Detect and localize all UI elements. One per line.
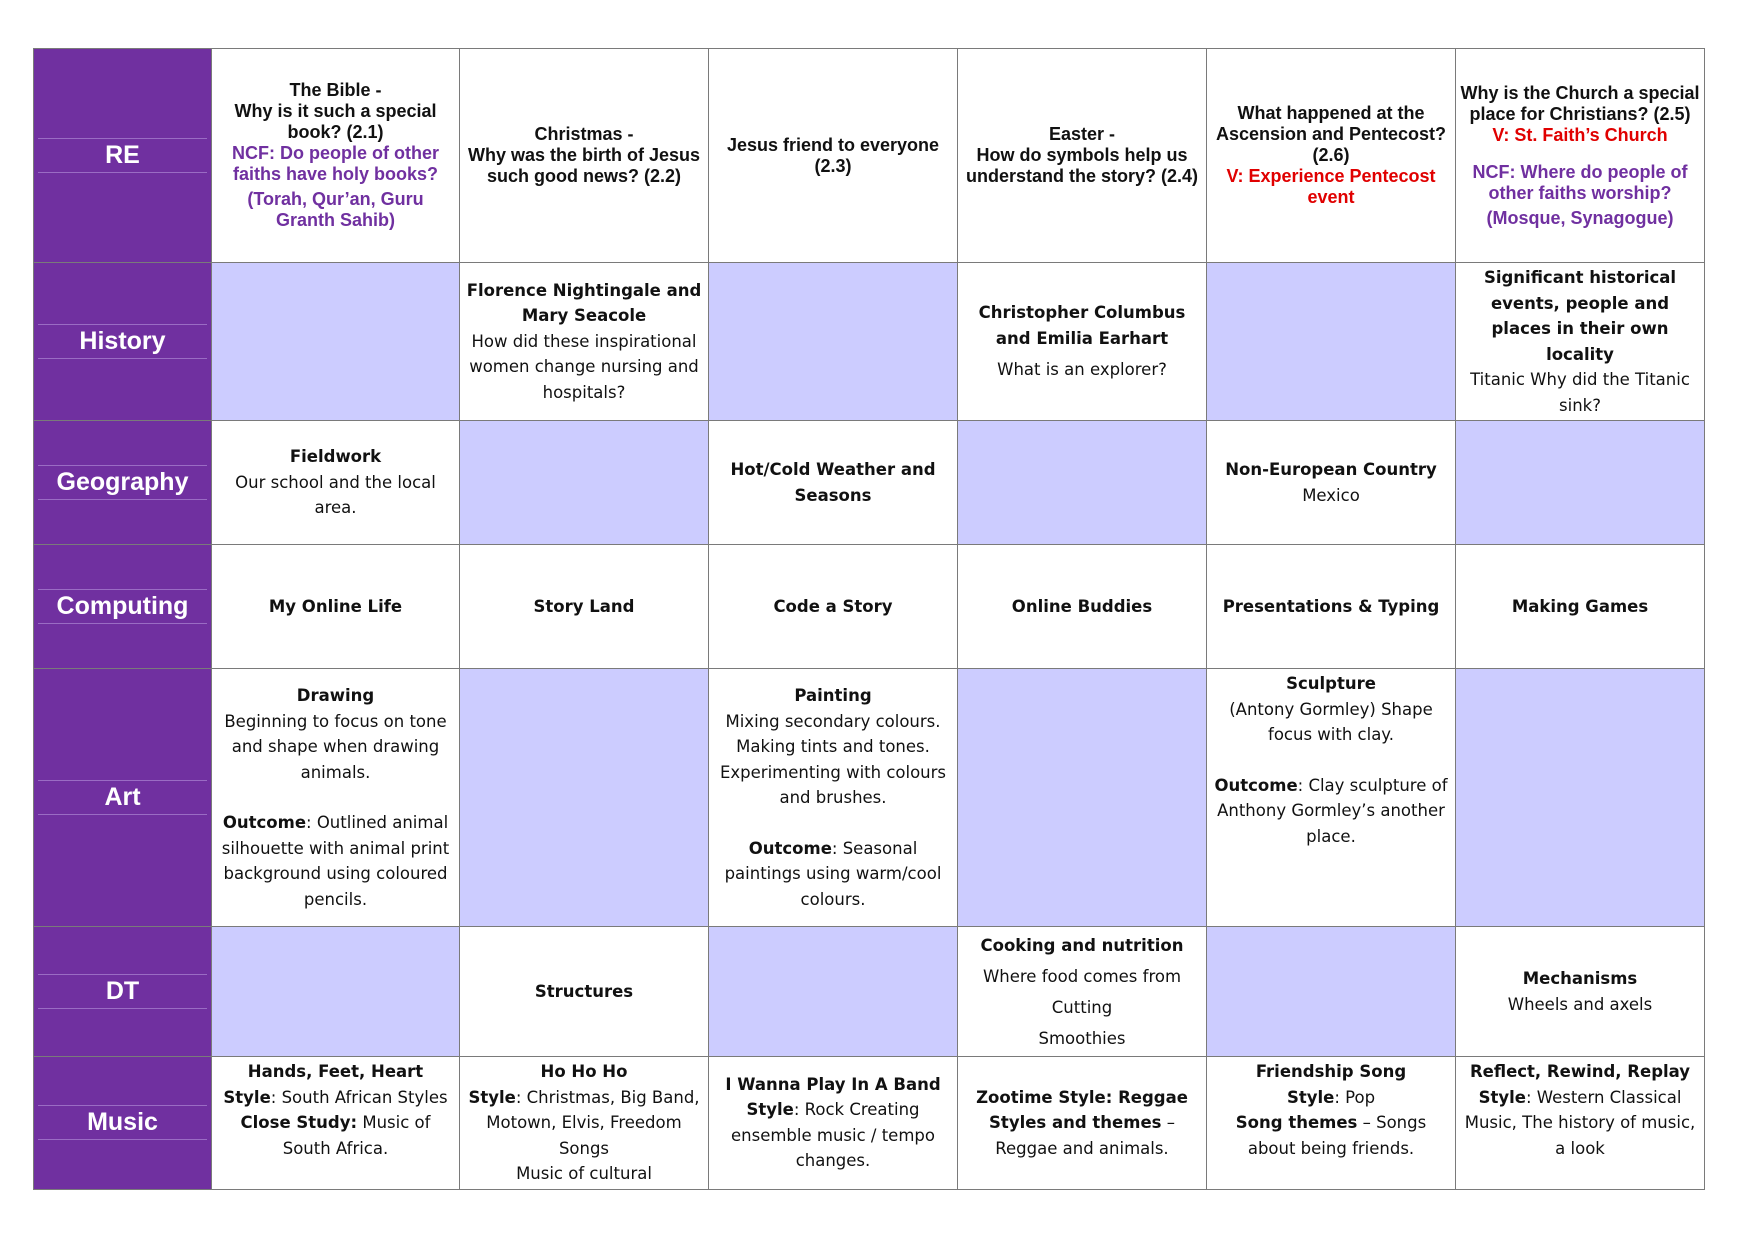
re-ncf: NCF: Where do people of other faiths worship?: [1472, 161, 1688, 203]
cell-outcome: [216, 810, 455, 912]
re-title: Christmas -: [534, 124, 634, 144]
re-title: What happened at the Ascension and Pentecost? (2.6): [1215, 103, 1447, 165]
dt-cell-4: [958, 927, 1207, 1057]
subject-history: [34, 263, 212, 421]
computing-cell-4: [958, 545, 1207, 669]
cell-text: Wheels and axels: [1507, 994, 1653, 1014]
art-cell-3: [709, 669, 958, 927]
re-visit: V: Experience Pentecost event: [1226, 166, 1436, 207]
re-title: The Bible -: [289, 80, 382, 100]
curriculum-table: [33, 48, 1705, 1190]
cell-title: Hot/Cold Weather and Seasons: [730, 460, 936, 505]
close-study-label: Close Study:: [240, 1113, 358, 1132]
style-label: Style: [746, 1100, 794, 1120]
cell-title: My Online Life: [268, 596, 403, 616]
geography-cell-6: [1456, 421, 1705, 545]
row-re: [34, 49, 1705, 263]
cell-text: Mixing secondary colours. Making tints and tones. Experimenting with colours and brushes.: [719, 711, 947, 807]
re-question: Why was the birth of Jesus such good news? (2.2): [467, 145, 701, 186]
row-art: [34, 669, 1705, 927]
subject-label: Art: [38, 780, 207, 815]
re-question: How do symbols help us understand the story? (2.4): [965, 145, 1199, 186]
style-text: : Western Classical Music, The history of music, a look: [1464, 1087, 1696, 1158]
themes-text: – Songs about being friends.: [1247, 1113, 1427, 1158]
cell-title: Structures: [534, 981, 634, 1001]
subject-re: [34, 49, 212, 263]
re-ncf-examples: (Torah, Qur’an, Guru Granth Sahib): [247, 189, 424, 230]
computing-cell-2: [460, 545, 709, 669]
row-history: [34, 263, 1705, 421]
cell-title: Painting: [794, 686, 872, 705]
music-themes: [1211, 1110, 1451, 1161]
style-label: Style: [223, 1087, 271, 1107]
cell-outcome: [713, 836, 953, 913]
dt-cell-6: [1456, 927, 1705, 1057]
subject-label: History: [38, 324, 207, 359]
computing-cell-6: [1456, 545, 1705, 669]
re-title: Why is the Church a special place for Christians? (2.5): [1460, 82, 1700, 124]
re-title: Easter -: [1048, 124, 1116, 144]
dt-cell-3: [709, 927, 958, 1057]
cell-title: Story Land: [533, 596, 635, 616]
cell-text: Beginning to focus on tone and shape when drawing animals.: [224, 711, 447, 782]
music-style: [464, 1085, 704, 1162]
re-cell-4: [958, 49, 1207, 263]
re-question: Why is it such a special book? (2.1): [234, 101, 437, 142]
computing-cell-5: [1207, 545, 1456, 669]
subject-dt: [34, 927, 212, 1057]
row-dt: [34, 927, 1705, 1057]
row-music: [34, 1057, 1705, 1190]
cell-title: Making Games: [1511, 596, 1649, 616]
re-title: Jesus friend to everyone (2.3): [726, 134, 940, 176]
cell-text: Our school and the local area.: [235, 472, 436, 518]
geography-cell-1: [212, 421, 460, 545]
history-cell-4: [958, 263, 1207, 421]
music-style: [713, 1097, 953, 1174]
cell-title: Fieldwork: [289, 447, 382, 467]
music-cell-5: [1207, 1057, 1456, 1190]
cell-title: Online Buddies: [1011, 596, 1153, 616]
style-text: : South African Styles: [270, 1087, 448, 1107]
cell-text: Smoothies: [1038, 1028, 1126, 1048]
cell-text: How did these inspirational women change nursing and hospitals?: [469, 331, 699, 402]
outcome-label: Outcome: [222, 813, 307, 832]
cell-text: (Antony Gormley) Shape focus with clay.: [1229, 699, 1433, 744]
cell-title: Florence Nightingale and Mary Seacole: [466, 280, 702, 326]
music-style: [216, 1085, 455, 1111]
cell-title: Drawing: [296, 686, 375, 705]
subject-label: RE: [38, 138, 207, 173]
dt-cell-2: [460, 927, 709, 1057]
re-cell-1: [212, 49, 460, 263]
history-cell-5: [1207, 263, 1456, 421]
subject-computing: [34, 545, 212, 669]
cell-title: Non-European Country: [1225, 460, 1437, 479]
subject-geography: [34, 421, 212, 545]
history-cell-2: [460, 263, 709, 421]
cell-text: Cutting: [1051, 997, 1113, 1017]
themes-label: Song themes: [1235, 1113, 1358, 1132]
cell-title: Cooking and nutrition: [980, 935, 1184, 955]
cell-title: Ho Ho Ho: [540, 1062, 628, 1081]
cell-title: Reflect, Rewind, Replay: [1469, 1062, 1691, 1081]
cell-title: Hands, Feet, Heart: [247, 1062, 424, 1081]
cell-title: Friendship Song: [1255, 1062, 1407, 1081]
themes-text: – Reggae and animals.: [995, 1113, 1175, 1158]
cell-text: Titanic Why did the Titanic sink?: [1470, 370, 1690, 415]
re-ncf-examples: (Mosque, Synagogue): [1486, 207, 1674, 228]
history-cell-3: [709, 263, 958, 421]
geography-cell-2: [460, 421, 709, 545]
geography-cell-4: [958, 421, 1207, 545]
subject-label: DT: [38, 974, 207, 1009]
style-text: : Rock Creating ensemble music / tempo changes.: [731, 1100, 935, 1171]
cell-outcome: [1211, 773, 1451, 850]
re-cell-5: [1207, 49, 1456, 263]
subject-label: Geography: [38, 465, 207, 500]
art-cell-1: [212, 669, 460, 927]
style-label: Style: [1286, 1087, 1335, 1107]
geography-cell-3: [709, 421, 958, 545]
subject-label: Music: [38, 1105, 207, 1140]
art-cell-5: [1207, 669, 1456, 927]
history-cell-6: [1456, 263, 1705, 421]
art-cell-6: [1456, 669, 1705, 927]
geography-cell-5: [1207, 421, 1456, 545]
cell-text: Mexico: [1302, 485, 1360, 505]
art-cell-4: [958, 669, 1207, 927]
row-geography: [34, 421, 1705, 545]
music-cell-6: [1456, 1057, 1705, 1190]
style-label: Style: [468, 1087, 516, 1107]
outcome-text: : Outlined animal silhouette with animal print background using coloured pencils.: [221, 813, 450, 909]
cell-title: Zootime Style: Reggae: [976, 1087, 1188, 1107]
cell-title: I Wanna Play In A Band: [725, 1074, 941, 1094]
themes-label: Styles and themes: [989, 1113, 1162, 1132]
re-cell-3: [709, 49, 958, 263]
dt-cell-5: [1207, 927, 1456, 1057]
music-cell-2: [460, 1057, 709, 1190]
music-cell-3: [709, 1057, 958, 1190]
outcome-text: : Seasonal paintings using warm/cool colours.: [724, 838, 942, 909]
style-label: Style: [1478, 1087, 1526, 1107]
subject-music: [34, 1057, 212, 1190]
outcome-label: Outcome: [748, 838, 832, 858]
cell-text: What is an explorer?: [997, 360, 1167, 380]
cell-title: Code a Story: [773, 596, 893, 616]
music-style: [1460, 1085, 1700, 1162]
art-cell-2: [460, 669, 709, 927]
cell-title: Sculpture: [1286, 674, 1376, 693]
style-text: : Pop: [1334, 1087, 1376, 1107]
cell-title: Presentations & Typing: [1222, 596, 1440, 616]
cell-title: Significant historical events, people and places in their own locality: [1483, 268, 1677, 364]
re-ncf: NCF: Do people of other faiths have holy books?: [232, 143, 439, 184]
re-visit: V: St. Faith’s Church: [1492, 124, 1668, 145]
cell-text: Where food comes from: [982, 966, 1182, 986]
cell-text: Music of cultural: [516, 1164, 652, 1183]
cell-title: Mechanisms: [1522, 969, 1638, 988]
history-cell-1: [212, 263, 460, 421]
dt-cell-1: [212, 927, 460, 1057]
subject-art: [34, 669, 212, 927]
outcome-label: Outcome: [1214, 775, 1298, 795]
computing-cell-1: [212, 545, 460, 669]
music-close-study: [216, 1110, 455, 1161]
row-computing: [34, 545, 1705, 669]
music-cell-1: [212, 1057, 460, 1190]
music-style: [1211, 1085, 1451, 1111]
subject-label: Computing: [38, 589, 207, 624]
music-themes: [962, 1110, 1202, 1161]
style-text: : Christmas, Big Band, Motown, Elvis, Freedom Songs: [486, 1087, 700, 1158]
outcome-text: : Clay sculpture of Anthony Gormley’s another place.: [1217, 775, 1448, 846]
computing-cell-3: [709, 545, 958, 669]
close-study-text: Music of South Africa.: [282, 1113, 431, 1158]
re-cell-6: [1456, 49, 1705, 263]
re-cell-2: [460, 49, 709, 263]
cell-title: Christopher Columbus and Emilia Earhart: [978, 303, 1186, 348]
music-cell-4: [958, 1057, 1207, 1190]
